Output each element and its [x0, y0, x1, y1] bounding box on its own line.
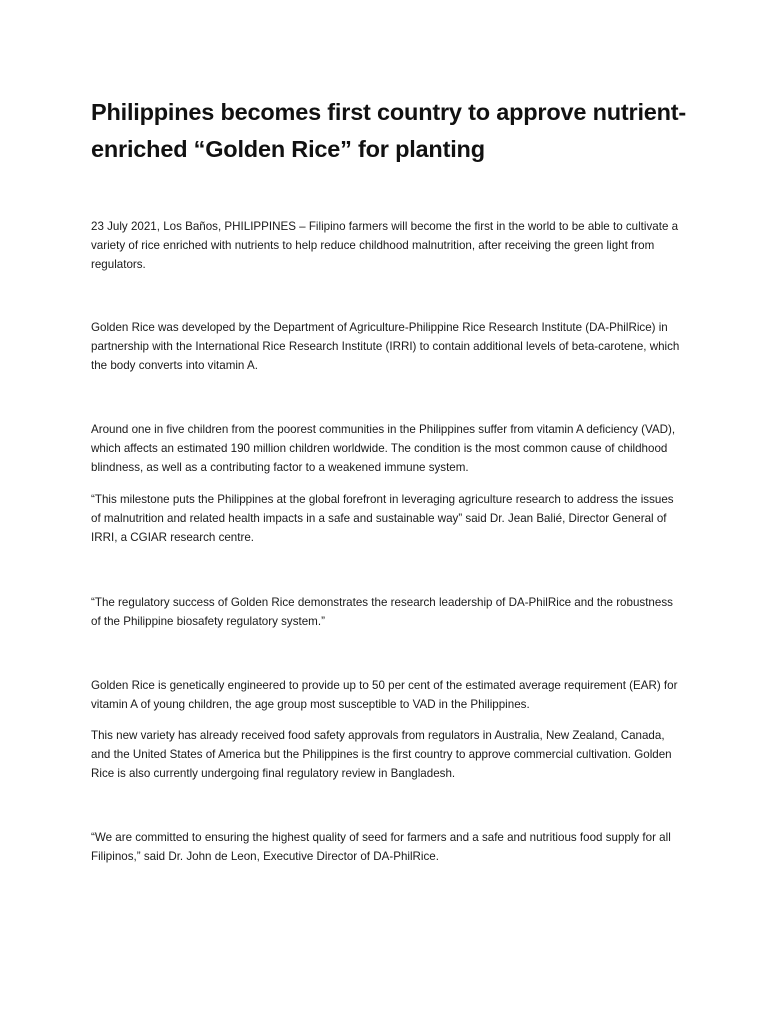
article-title: Philippines becomes first country to approve nutrient-enriched “Golden Rice” for planting: [91, 99, 687, 162]
article-paragraph: “This milestone puts the Philippines at the global forefront in leveraging agriculture research to address the issues of malnutrition and related health impacts in a safe and sustainable way” said Dr. Jean Balié, Director General of IRRI, a CGIAR research centre.: [91, 493, 674, 545]
article-paragraph: This new variety has already received food safety approvals from regulators in Australia, New Zealand, Canada, and the United States of America but the Philippines is the first country to approve commercial cultivation. Golden Rice is also currently undergoing final regulatory review in Bangladesh.: [91, 729, 672, 781]
article-paragraph: Golden Rice is genetically engineered to provide up to 50 per cent of the estimated average requirement (EAR) for vitamin A of young children, the age group most susceptible to VAD in the Philippines.: [91, 679, 678, 712]
article-paragraph: Golden Rice was developed by the Department of Agriculture-Philippine Rice Research Institute (DA-PhilRice) in partnership with the International Rice Research Institute (IRRI) to contain additional levels of beta-carotene, which the body converts into vitamin A.: [91, 321, 680, 373]
article-paragraph: Around one in five children from the poorest communities in the Philippines suffer from vitamin A deficiency (VAD), which affects an estimated 190 million children worldwide. The condition is the most common cause of childhood blindness, as well as a contributing factor to a weakened immune system.: [91, 423, 676, 475]
article-paragraph: 23 July 2021, Los Baños, PHILIPPINES – Filipino farmers will become the first in the world to be able to cultivate a variety of rice enriched with nutrients to help reduce childhood malnutrition, after receiving the green light from regulators.: [91, 220, 679, 272]
article-paragraph: “The regulatory success of Golden Rice demonstrates the research leadership of DA-PhilRice and the robustness of the Philippine biosafety regulatory system.”: [91, 596, 673, 629]
article-paragraph: “We are committed to ensuring the highest quality of seed for farmers and a safe and nutritious food supply for all Filipinos,” said Dr. John de Leon, Executive Director of DA-PhilRice.: [91, 831, 671, 864]
